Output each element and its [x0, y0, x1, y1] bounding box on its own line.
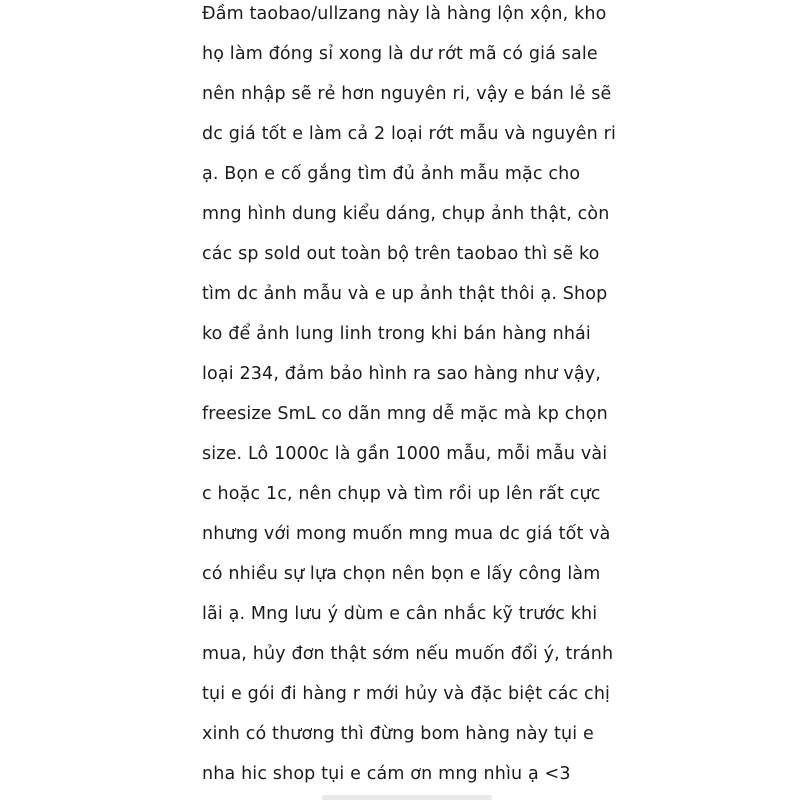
description-line: lãi ạ. Mng lưu ý dùm e cân nhắc kỹ trước khi: [202, 604, 598, 624]
description-line: có nhiều sự lựa chọn nên bọn e lấy công làm: [202, 564, 601, 584]
description-line: loại 234, đảm bảo hình ra sao hàng như vậy,: [202, 364, 601, 384]
description-line: các sp sold out toàn bộ trên taobao thì sẽ ko: [202, 244, 600, 264]
description-line: freesize SmL co dãn mng dễ mặc mà kp chọn: [202, 404, 608, 424]
scroll-indicator: [322, 795, 492, 800]
description-line: tìm dc ảnh mẫu và e up ảnh thật thôi ạ. Shop: [202, 284, 608, 304]
description-line: Đầm taobao/ullzang này là hàng lộn xộn, kho: [202, 4, 607, 24]
description-line: ạ. Bọn e cố gắng tìm đủ ảnh mẫu mặc cho: [202, 164, 581, 184]
description-line: ko để ảnh lung linh trong khi bán hàng nhái: [202, 324, 591, 344]
description-line: nhưng với mong muốn mng mua dc giá tốt và: [202, 524, 611, 544]
description-line: dc giá tốt e làm cả 2 loại rớt mẫu và nguyên ri: [202, 124, 616, 144]
description-line: mua, hủy đơn thật sớm nếu muốn đổi ý, tránh: [202, 644, 614, 664]
description-line: size. Lô 1000c là gần 1000 mẫu, mỗi mẫu vài: [202, 444, 608, 464]
description-line: xinh có thương thì đừng bom hàng này tụi e: [202, 724, 594, 744]
description-line: c hoặc 1c, nên chụp và tìm rồi up lên rất cực: [202, 484, 601, 504]
description-line: họ làm đóng sỉ xong là dư rớt mã có giá sale: [202, 44, 598, 64]
description-line: nên nhập sẽ rẻ hơn nguyên ri, vậy e bán lẻ sẽ: [202, 84, 612, 104]
description-line: mng hình dung kiểu dáng, chụp ảnh thật, còn: [202, 204, 610, 224]
description-line: nha hic shop tụi e cám ơn mng nhìu ạ <3: [202, 764, 571, 784]
description-line: tụi e gói đi hàng r mới hủy và đặc biệt các chị: [202, 684, 611, 704]
